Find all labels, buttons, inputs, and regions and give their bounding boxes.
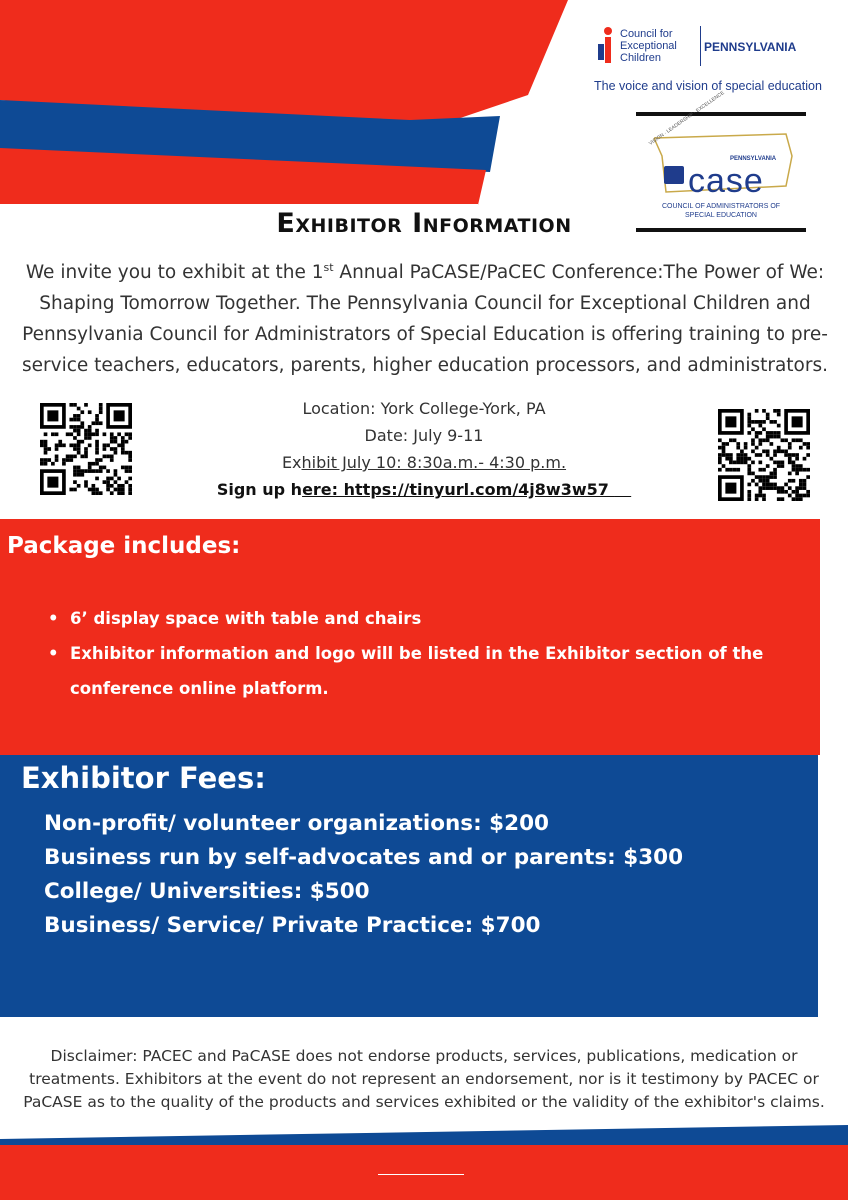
exhibit-time-rest: hibit July 10: 8:30a.m.- 4:30 p.m. [301, 453, 567, 472]
signup-prefix: Sign up h [216, 480, 303, 499]
package-item: • 6’ display space with table and chairs [48, 601, 808, 636]
fees-section [0, 755, 818, 1017]
case-wordmark: case [688, 162, 764, 200]
package-list [48, 601, 808, 706]
cec-state: PENNSYLVANIA [704, 40, 797, 54]
intro-text-start: We invite you to exhibit at the 1 [25, 262, 324, 284]
intro-text-rest: Annual PaCASE/PaCEC Conference:The Power of We: Shaping Tomorrow Together. The Pennsylvania Council for Exceptional Children and Pennsylvania Council for Administrators of Special Education is offering training to pre-service teachers, educators, parents, higher education processors, and administrators. [22, 262, 828, 377]
signup-line [150, 476, 698, 503]
bottom-divider [378, 1174, 464, 1175]
page-title: Exhibitor Information [276, 208, 572, 239]
cec-figure-icon [596, 26, 618, 68]
exhibit-time-prefix: Ex [281, 453, 302, 472]
package-section [0, 519, 820, 755]
cec-tagline: The voice and vision of special education [594, 79, 822, 93]
case-subtitle: COUNCIL OF ADMINISTRATORS OF SPECIAL EDUCATION [661, 203, 781, 219]
package-title: Package includes: [7, 533, 241, 559]
cec-logo [594, 22, 834, 102]
signup-trailing-space [614, 480, 631, 499]
qr-code-left[interactable] [40, 403, 132, 495]
intro-superscript: st [323, 261, 334, 274]
logo-divider [700, 26, 701, 66]
fees-title: Exhibitor Fees: [21, 761, 266, 795]
location-text: Location: York College-York, PA [302, 399, 546, 418]
exhibit-time [150, 449, 698, 476]
disclaimer-text: Disclaimer: PACEC and PaCASE does not endorse products, services, publications, medication or treatments. Exhibitors at the event do not represent an endorsement, nor is it testimony by PACEC or PaCASE as to the quality of the products and services exhibited or the validity of the exhibitor's claims. [23, 1047, 825, 1111]
fee-line-business: Business/ Service/ Private Practice: $700 [44, 913, 541, 938]
fee-line-college: College/ Universities: $500 [44, 879, 370, 904]
case-tagline-words: VISION · LEADERSHIP · EXCELLENCE [648, 90, 726, 147]
bottom-stripes-decoration [0, 1115, 848, 1200]
signup-link[interactable]: ere: https://tinyurl.com/4j8w3w57 [302, 480, 615, 499]
fee-line-self-advocates: Business run by self-advocates and or parents: $300 [44, 845, 684, 870]
fee-line-nonprofit: Non-profit/ volunteer organizations: $200 [44, 811, 550, 836]
cec-org-name: Council for Exceptional Children [620, 28, 677, 64]
event-details [150, 395, 698, 503]
date-text: Date: July 9-11 [364, 426, 484, 445]
package-item: • Exhibitor information and logo will be listed in the Exhibitor section of the conference online platform. [48, 636, 808, 706]
qr-code-right[interactable] [718, 409, 810, 501]
intro-paragraph [10, 252, 840, 381]
case-state: PENNSYLVANIA [730, 156, 777, 162]
